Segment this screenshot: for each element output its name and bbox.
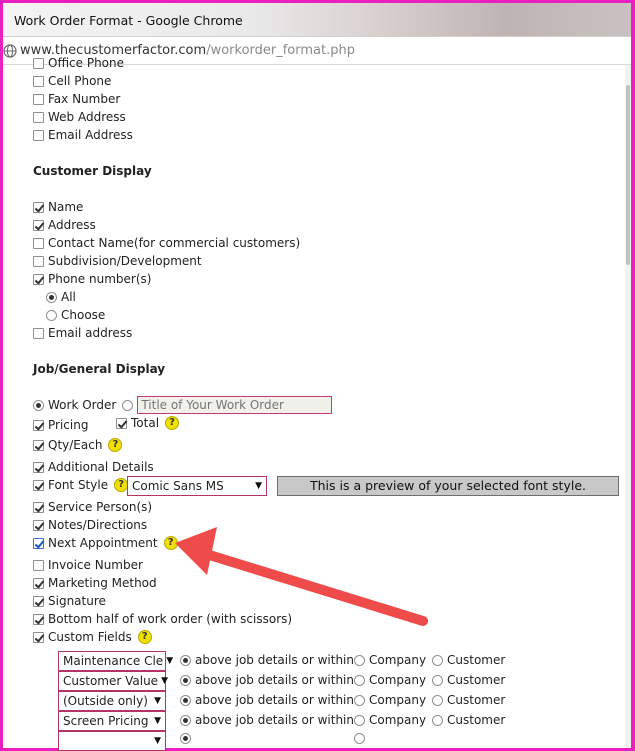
checkbox-label: Cell Phone bbox=[48, 74, 112, 88]
checkbox-label: Total bbox=[131, 416, 160, 430]
checkbox-label: Pricing bbox=[48, 418, 89, 432]
checkbox-label: Service Person(s) bbox=[48, 500, 153, 514]
help-icon[interactable]: ? bbox=[108, 438, 122, 452]
checkbox-label: Phone number(s) bbox=[48, 272, 152, 286]
checkbox-label: Email address bbox=[48, 326, 133, 340]
checkbox-label: Web Address bbox=[48, 110, 126, 124]
checkbox-label: Name bbox=[48, 200, 84, 214]
title-bar bbox=[3, 3, 631, 37]
checkbox-label: Notes/Directions bbox=[48, 518, 148, 532]
radio-label: Customer bbox=[447, 673, 506, 687]
checkbox-label: Marketing Method bbox=[48, 576, 157, 590]
checkbox-label: Invoice Number bbox=[48, 558, 143, 572]
checkbox-label: Font Style bbox=[48, 478, 109, 492]
radio-label: Company bbox=[369, 653, 427, 667]
radio-label: above job details or within bbox=[195, 673, 354, 687]
radio-label: Company bbox=[369, 713, 427, 727]
checkbox-label: Qty/Each bbox=[48, 438, 103, 452]
dropdown-arrow-icon: ▼ bbox=[255, 481, 262, 491]
select-value: Comic Sans MS bbox=[132, 479, 224, 493]
url-domain: www.thecustomerfactor.com bbox=[20, 43, 207, 58]
checkbox-label: Subdivision/Development bbox=[48, 254, 202, 268]
dropdown-arrow-icon: ▼ bbox=[161, 676, 168, 686]
checkbox-label: Bottom half of work order (with scissors) bbox=[48, 612, 293, 626]
dropdown-arrow-icon: ▼ bbox=[166, 656, 174, 666]
checkbox-label: Additional Details bbox=[48, 460, 154, 474]
vertical-scrollbar[interactable] bbox=[625, 65, 631, 748]
url-path: /workorder_format.php bbox=[206, 43, 355, 58]
radio-label: Work Order bbox=[48, 398, 117, 412]
radio-label: above job details or within bbox=[195, 713, 354, 727]
checkbox-label: Contact Name(for commercial customers) bbox=[48, 236, 301, 250]
radio-label: Customer bbox=[447, 693, 506, 707]
select-value: Screen Pricing bbox=[63, 714, 149, 728]
dropdown-arrow-icon: ▼ bbox=[154, 696, 161, 706]
checkbox-label: Email Address bbox=[48, 128, 133, 142]
browser-window bbox=[3, 3, 631, 748]
globe-icon bbox=[3, 44, 17, 58]
select-value: Customer Value bbox=[63, 674, 159, 688]
radio-label: Customer bbox=[447, 653, 506, 667]
checkbox-label: Office Phone bbox=[48, 56, 125, 70]
help-icon[interactable]: ? bbox=[114, 478, 128, 492]
checkbox-label: Custom Fields bbox=[48, 630, 132, 644]
radio-label: Company bbox=[369, 693, 427, 707]
checkbox-label: Signature bbox=[48, 594, 106, 608]
window-title: Work Order Format - Google Chrome bbox=[14, 13, 243, 28]
help-icon[interactable]: ? bbox=[138, 630, 152, 644]
radio-label: Customer bbox=[447, 713, 506, 727]
radio-label: above job details or within bbox=[195, 693, 354, 707]
dropdown-arrow-icon: ▼ bbox=[154, 736, 161, 746]
scrollbar-thumb[interactable] bbox=[626, 85, 630, 265]
page-content bbox=[3, 56, 631, 748]
dropdown-arrow-icon: ▼ bbox=[154, 716, 161, 726]
radio-label: Choose bbox=[61, 308, 106, 322]
select-value: (Outside only) bbox=[63, 694, 148, 708]
radio-label: All bbox=[61, 290, 76, 304]
checkbox-label: Fax Number bbox=[48, 92, 121, 106]
font-preview-box: This is a preview of your selected font style. bbox=[277, 476, 619, 496]
help-icon[interactable]: ? bbox=[164, 536, 178, 550]
radio-label: above job details or within bbox=[195, 653, 354, 667]
annotation-arrow-icon bbox=[3, 65, 631, 748]
checkbox-label: Address bbox=[48, 218, 96, 232]
help-icon[interactable]: ? bbox=[165, 416, 179, 430]
radio-label: Company bbox=[369, 673, 427, 687]
select-value: Maintenance Cle bbox=[63, 654, 164, 668]
section-heading-customer-display: Customer Display bbox=[33, 164, 152, 178]
checkbox-label: Next Appointment bbox=[48, 536, 158, 550]
section-heading-job-display: Job/General Display bbox=[33, 362, 166, 376]
